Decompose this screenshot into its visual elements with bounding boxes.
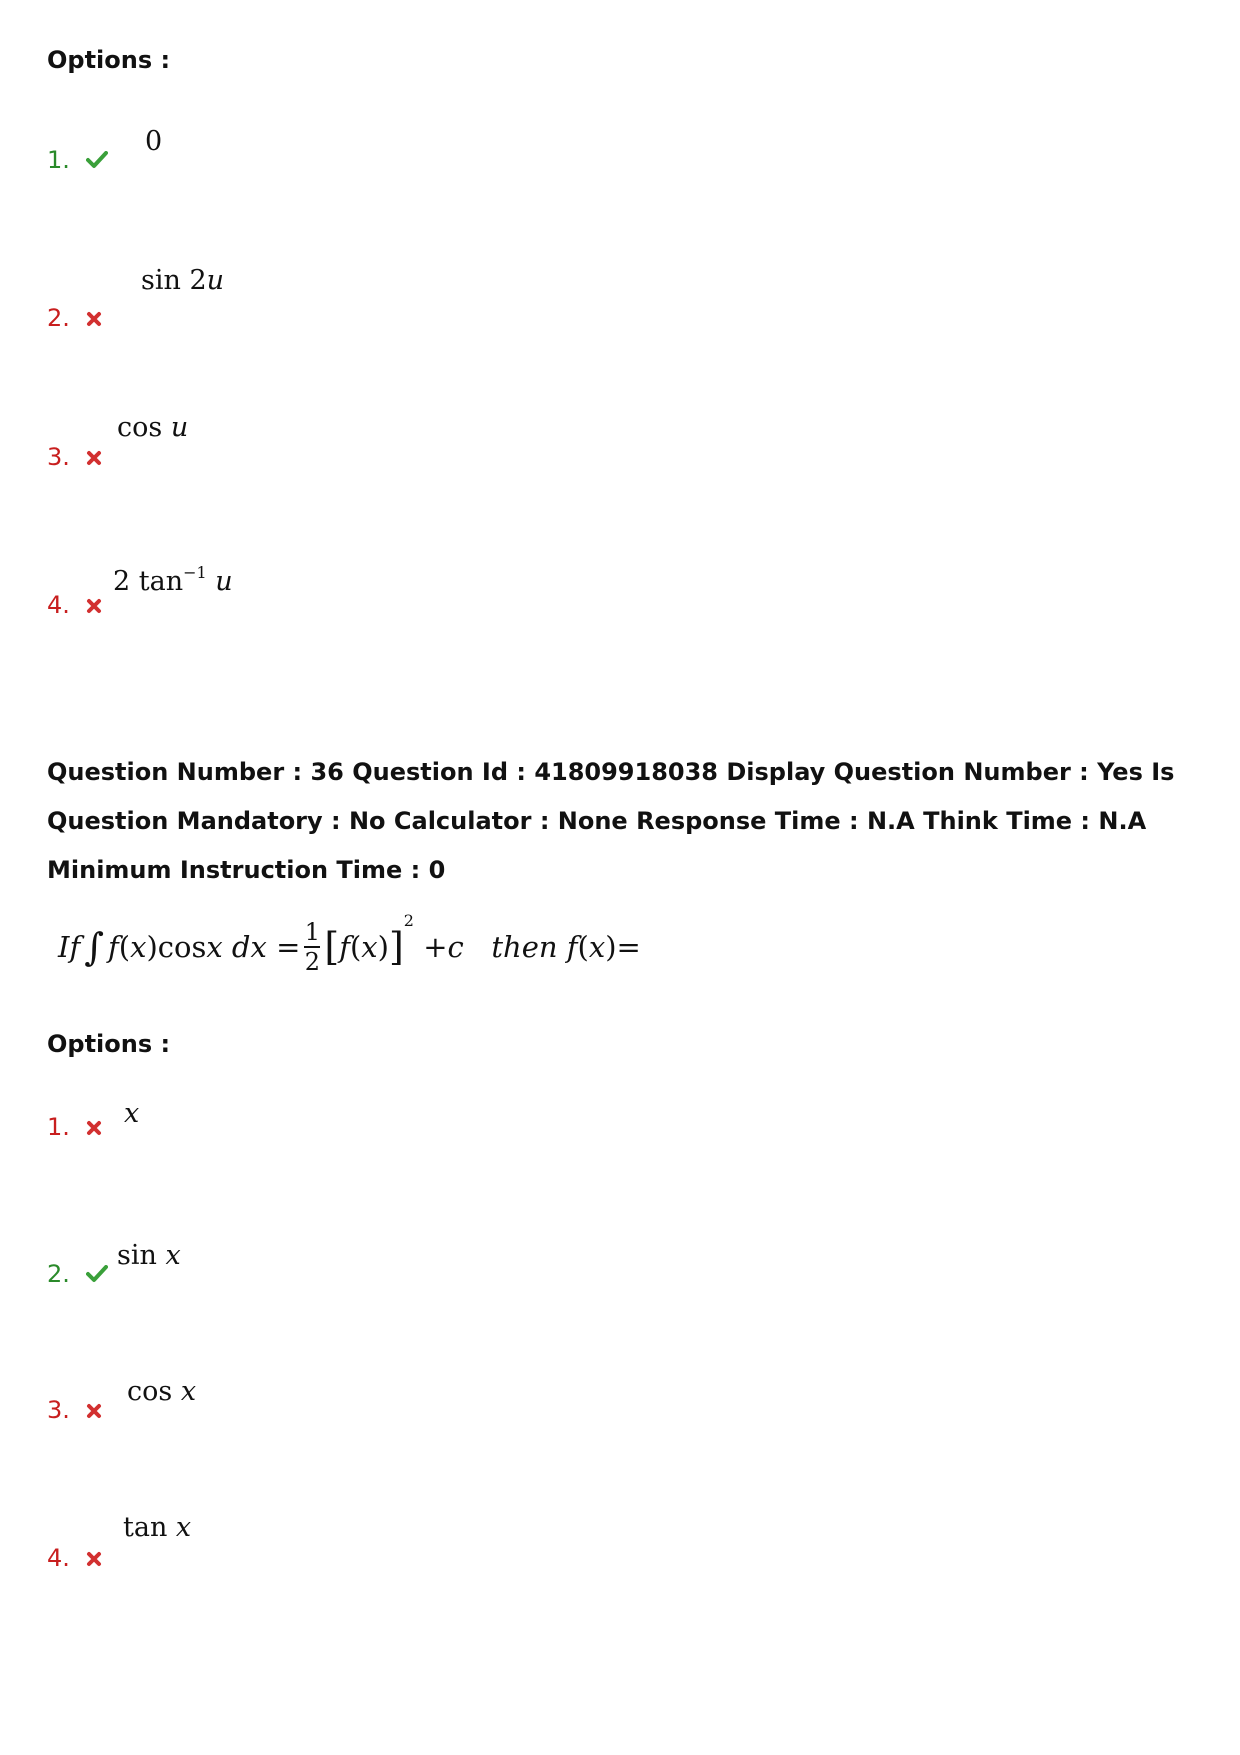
option-number-label: 4. <box>47 591 70 619</box>
option-formula: cos u <box>117 412 189 443</box>
option-number-label: 3. <box>47 1396 70 1424</box>
option-formula: sin x <box>117 1240 181 1271</box>
question-meta: Question Number : 36 Question Id : 41809918038 Display Question Number : Yes Is Question Mandatory : No Calculator : None Response Time : N.A Think Time : N.A Minimum Instruction Time : 0 <box>47 758 1175 884</box>
option-number-label: 3. <box>47 443 70 471</box>
option-number <box>47 443 102 472</box>
option-number <box>47 1260 108 1289</box>
option-number <box>47 146 108 175</box>
option-number <box>47 1396 102 1425</box>
option-number-label: 1. <box>47 1113 70 1141</box>
option-number <box>47 591 102 620</box>
option-formula: cos x <box>127 1376 197 1407</box>
cross-icon <box>86 592 102 620</box>
option-number-label: 1. <box>47 146 70 174</box>
option-formula: sin 2u <box>141 265 225 296</box>
option-number <box>47 1113 102 1142</box>
option-number-label: 2. <box>47 304 70 332</box>
options-heading: Options : <box>47 1030 171 1058</box>
cross-icon <box>86 444 102 472</box>
option-number <box>47 304 102 333</box>
cross-icon <box>86 305 102 333</box>
cross-icon <box>86 1545 102 1573</box>
option-formula: x <box>124 1098 140 1129</box>
option-number-label: 2. <box>47 1260 70 1288</box>
option-formula: 0 <box>145 126 163 157</box>
check-icon <box>86 147 108 175</box>
option-formula: tan x <box>123 1512 192 1543</box>
options-heading: Options : <box>47 46 171 74</box>
check-icon <box>86 1261 108 1289</box>
cross-icon <box>86 1114 102 1142</box>
option-formula: 2 $\tan^{-1} u$ <box>113 563 233 597</box>
cross-icon <box>86 1397 102 1425</box>
question-formula: If ∫ f ( x )cos x dx = $\frac{1}{2}$ [ f ( x ) ] 2 + c then f ( x )= <box>58 911 641 976</box>
option-number <box>47 1544 102 1573</box>
option-number-label: 4. <box>47 1544 70 1572</box>
